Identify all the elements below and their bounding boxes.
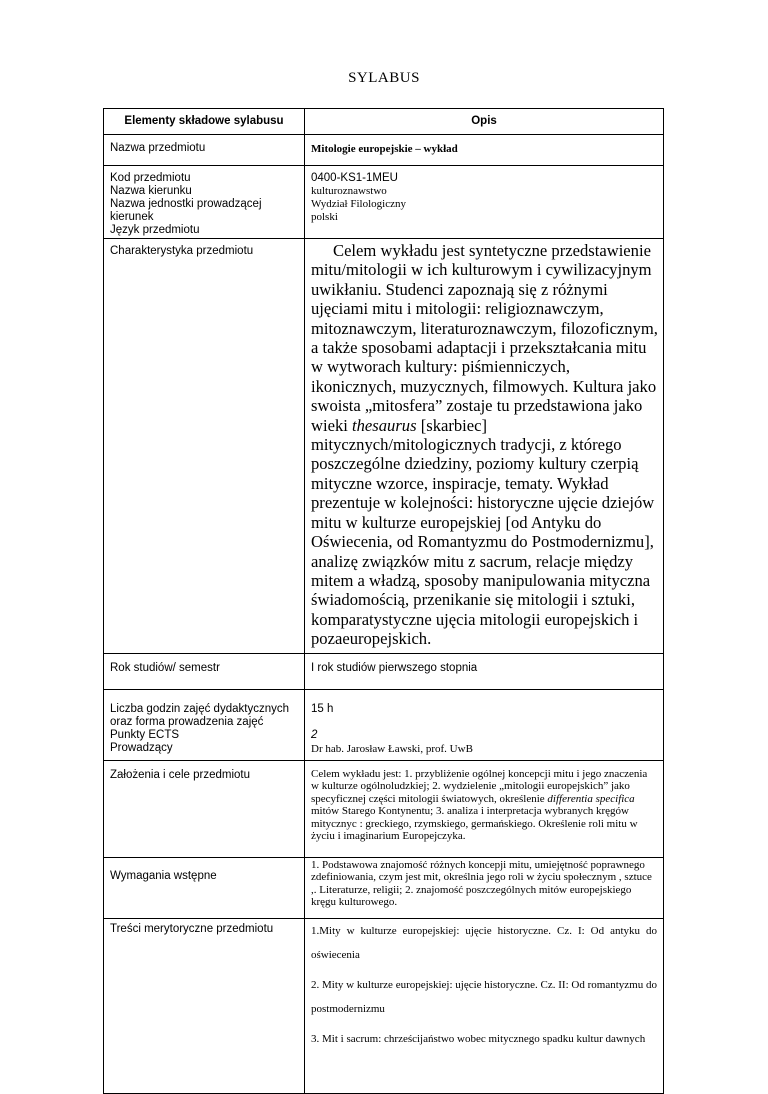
jednostka-value: Wydział Filologiczny [311, 198, 406, 210]
header-col2: Opis [305, 109, 664, 135]
syllabus-table [103, 108, 664, 1094]
tresci-item-2: 2. Mity w kulturze europejskiej: ujęcie historyczne. Cz. II: Od romantyzmu do postmodernizmu [311, 978, 657, 1015]
zalozenia-label: Założenia i cele przedmiotu [104, 760, 305, 857]
row-rok-studiow [104, 653, 664, 689]
jezyk-value: polski [311, 211, 338, 223]
info-values [305, 166, 664, 239]
prowadzacy-label: Prowadzący [110, 741, 173, 754]
kod-przedmiotu-label: Kod przedmiotu [110, 172, 191, 184]
zalozenia-text-italic: differentia specifica [547, 792, 635, 805]
row-wymagania [104, 857, 664, 918]
row-nazwa-przedmiotu [104, 135, 664, 166]
jednostka-label: Nazwa jednostki prowadzącej kierunek [110, 198, 262, 223]
rok-label: Rok studiów/ semestr [104, 653, 305, 689]
kod-przedmiotu-value: 0400-KS1-1MEU [311, 172, 398, 184]
charakterystyka-text-2: [skarbiec] mitycznych/mitologicznych tradycji, z którego poszczególne dziedziny, poziomy kultury czerpią mityczne wzorce, inspiracje, tematy. Wykład prezentuje w kolejności: historyczne ujęcie dziejów mitu w kulturze europejskiej [od Antyku do Oświecenia, od Romantyzmu do Postmodernizmu], analizę związków mitu z sacrum, relacje między mitem a władzą, sposoby manipulowania mityczna świadomością, przenikanie się mitologii i sztuki, komparatystyczne ujęcia mitologii europejskich i pozaeuropejskich. [311, 415, 655, 649]
page-title: SYLABUS [348, 70, 420, 86]
zalozenia-text-1: Celem wykładu jest: 1. przybliżenie ogólnej koncepcji mitu i jego znaczenia w kulturze ogólnoludzkiej; 2. wydzielenie „mitologii europejskich” jako specyficznej części mitologii światowych, określenie [311, 767, 648, 805]
nazwa-kierunku-value: kulturoznawstwo [311, 185, 387, 197]
wymagania-label: Wymagania wstępne [104, 857, 305, 918]
zalozenia-text-2: mitów Starego Kontynentu; 3. analiza i interpretacja wybranych kręgów mitycznyc : greckiego, rzymskiego, germańskiego. Określenie roli mitu w życiu i imaginarium Europejczyka. [311, 805, 638, 843]
charakterystyka-text-italic: thesaurus [352, 415, 417, 435]
nazwa-przedmiotu-value: Mitologie europejskie – wykład [305, 135, 664, 166]
ects-label: Punkty ECTS [110, 728, 180, 741]
table-header-row [104, 109, 664, 135]
rok-value: I rok studiów pierwszego stopnia [305, 653, 664, 689]
ects-value: 2 [311, 728, 318, 741]
header-col1: Elementy składowe sylabusu [104, 109, 305, 135]
charakterystyka-text-1: Celem wykładu jest syntetyczne przedstawienie mitu/mitologii w ich kulturowym i cywilizacyjnym uwikłaniu. Studenci zapoznają się z różnymi ujęciami mitu i mitologii: religioznawczym, mitoznawczym, literaturoznawczym, filozoficznym, a także sposobami adaptacji i przekształcania mitu w wytworach kultury: piśmienniczych, ikonicznych, muzycznych, filmowych. Kultura jako swoista „mitosfera” zostaje tu przedstawiona jako wieki [311, 241, 658, 435]
row-charakterystyka [104, 239, 664, 654]
prowadzacy-value: Dr hab. Jarosław Ławski, prof. UwB [311, 742, 473, 755]
row-zalozenia [104, 760, 664, 857]
zalozenia-text [305, 760, 664, 857]
tresci-list [305, 918, 664, 1093]
godziny-value: 15 h [311, 702, 334, 715]
row-info [104, 166, 664, 239]
info-labels [104, 166, 305, 239]
tresci-item-3: 3. Mit i sacrum: chrześcijaństwo wobec mitycznego spadku kultur dawnych [311, 1032, 646, 1045]
charakterystyka-text [305, 239, 664, 654]
wymagania-text: 1. Podstawowa znajomość różnych koncepji mitu, umiejętność poprawnego zdefiniowania, czym jest mit, określnia jego roli w życiu społecznym , sztuce ,. Literaturze, religii; 2. znajomość poszczególnych mitów europejskiego kręgu kulturowego. [305, 857, 664, 918]
godziny-values [305, 689, 664, 760]
tresci-label: Treści merytoryczne przedmiotu [104, 918, 305, 1093]
nazwa-kierunku-label: Nazwa kierunku [110, 185, 192, 197]
godziny-label: Liczba godzin zajęć dydaktycznych oraz forma prowadzenia zajęć [110, 702, 289, 728]
row-godziny [104, 689, 664, 760]
nazwa-przedmiotu-label: Nazwa przedmiotu [104, 135, 305, 166]
charakterystyka-label: Charakterystyka przedmiotu [104, 239, 305, 654]
tresci-item-1: 1.Mity w kulturze europejskiej: ujęcie historyczne. Cz. I: Od antyku do oświecenia [311, 924, 657, 961]
row-tresci [104, 918, 664, 1093]
jezyk-label: Język przedmiotu [110, 224, 200, 236]
godziny-labels [104, 689, 305, 760]
